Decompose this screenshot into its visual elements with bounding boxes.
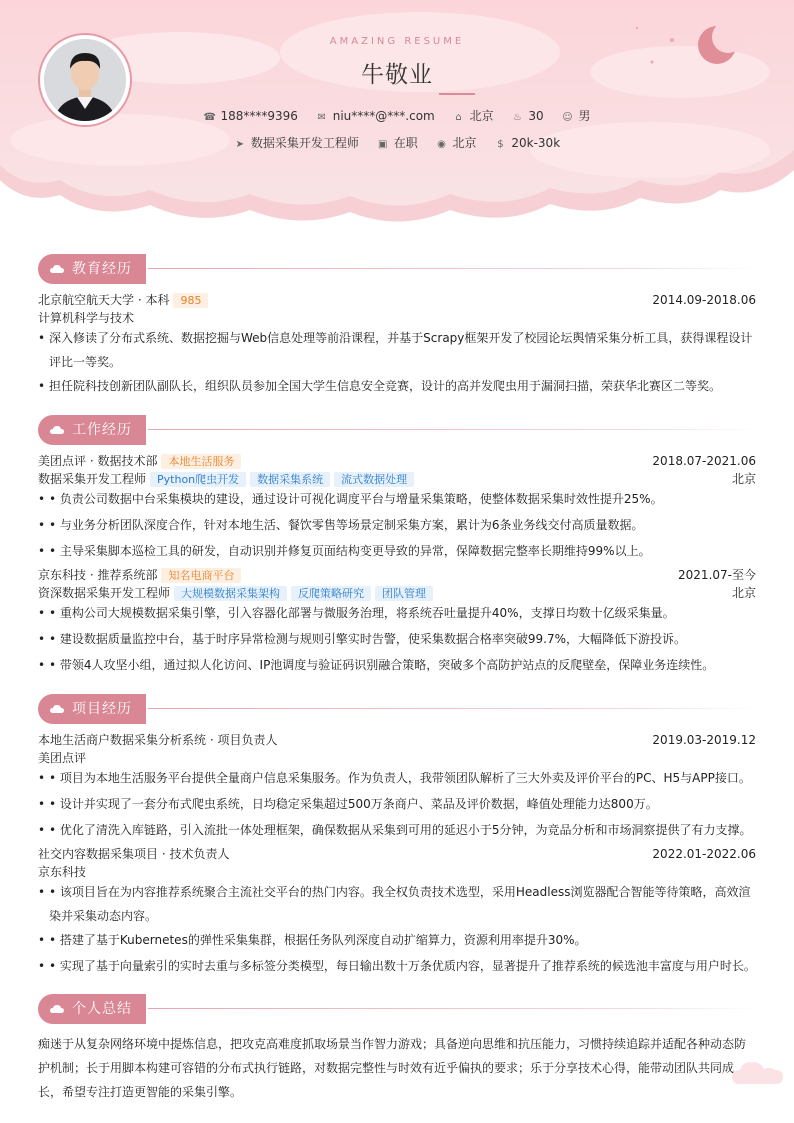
hometown-item: ⌂ 北京: [453, 107, 494, 124]
cloud-icon: [50, 704, 64, 713]
project-period: 2022.01-2022.06: [652, 847, 756, 861]
name-underline: [439, 93, 475, 95]
company-tag: 知名电商平台: [161, 568, 241, 583]
section-pill: [38, 254, 146, 284]
section-divider: [148, 429, 758, 430]
section-divider: [148, 708, 758, 709]
skill-tag: Python爬虫开发: [150, 472, 246, 487]
section-pill: [38, 415, 146, 445]
work-period: 2021.07-至今: [678, 568, 756, 582]
work-bullet: • • 与业务分析团队深度合作，针对本地生活、餐饮零售等场景定制采集方案，累计为6条业务线交付高质量数据。: [38, 513, 756, 537]
resume-tagline: AMAZING RESUME: [329, 36, 465, 47]
home-icon: ⌂: [455, 112, 462, 123]
job-intent-row: [0, 134, 794, 151]
project-bullet: • • 实现了基于向量索引的实时去重与多标签分类模型，每日输出数十万条优质内容，显著提升了推荐系统的候选池丰富度与用户时长。: [38, 954, 756, 978]
school-tag: 985: [173, 293, 208, 308]
candidate-name: 牛敬业: [361, 62, 433, 88]
skill-tag: 反爬策略研究: [291, 586, 371, 601]
project-org: 京东科技: [38, 865, 87, 879]
salary-item: $ 20k-30k: [494, 136, 560, 150]
education-bullet: • 担任院科技创新团队副队长，组织队员参加全国大学生信息安全竞赛，设计的高并发爬虫用于漏洞扫描，荣获华北赛区二等奖。: [38, 374, 756, 398]
work-city: 北京: [731, 586, 756, 600]
smile-icon: ☺: [562, 112, 573, 123]
work-bullet: • • 重构公司大规模数据采集引擎，引入容器化部署与微服务治理，将系统吞吐量提升40%，支撑日均数十亿级采集量。: [38, 601, 756, 625]
phone-icon: ☎: [203, 112, 216, 123]
project-bullet: • • 设计并实现了一套分布式爬虫系统，日均稳定采集超过500万条商户、菜品及评价数据，峰值处理能力达800万。: [38, 792, 756, 816]
section-title-text: 工作经历: [72, 422, 132, 438]
skill-tag: 流式数据处理: [334, 472, 414, 487]
send-icon: ➤: [235, 139, 245, 150]
cloud-icon: [50, 1004, 64, 1013]
education-bullet: • 深入修读了分布式系统、数据挖掘与Web信息处理等前沿课程，并基于Scrapy框架开发了校园论坛舆情采集分析工具，获得课程设计评比一等奖。: [38, 326, 756, 374]
project-bullet: • • 项目为本地生活服务平台提供全量商户信息采集服务。作为负责人，我带领团队解析了三大外卖及评价平台的PC、H5与APP接口。: [38, 766, 756, 790]
work-bullet: • • 带领4人攻坚小组，通过拟人化访问、IP池调度与验证码识别融合策略，突破多个高防护站点的反爬壁垒，保障业务连续性。: [38, 653, 756, 677]
work-role-row: [38, 584, 756, 602]
work-city: 北京: [731, 472, 756, 486]
section-pill: [38, 694, 146, 724]
project-org: 美团点评: [38, 751, 87, 765]
contact-info-row: [0, 107, 794, 124]
company-name: 美团点评 · 数据技术部: [38, 454, 158, 468]
project-bullet: • • 优化了清洗入库链路，引入流批一体处理框架，确保数据从采集到可用的延迟小于5分钟，为竞品分析和市场洞察提供了有力支撑。: [38, 818, 756, 842]
job-role: 资深数据采集开发工程师: [38, 586, 171, 600]
gender-item: ☺ 男: [562, 109, 591, 123]
target-city-item: ◉ 北京: [437, 136, 477, 150]
cloud-icon: [50, 264, 64, 273]
school-name: 北京航空航天大学 · 本科: [38, 293, 170, 307]
company-name: 京东科技 · 推荐系统部: [38, 568, 158, 582]
briefcase-icon: ▣: [377, 139, 388, 150]
skill-tag: 数据采集系统: [250, 472, 330, 487]
project-bullet: • • 该项目旨在为内容推荐系统聚合主流社交平台的热门内容。我全权负责技术选型，采用Headless浏览器配合智能等待策略，高效渲染并采集动态内容。: [38, 880, 756, 928]
section-divider: [148, 1008, 758, 1009]
section-title-text: 个人总结: [72, 1001, 132, 1017]
cloud-decoration: [730, 1058, 786, 1086]
section-title-text: 教育经历: [72, 261, 132, 277]
project-title: 社交内容数据采集项目 · 技术负责人: [38, 847, 230, 861]
section-pill: [38, 994, 146, 1024]
education-period: 2014.09-2018.06: [652, 293, 756, 307]
work-period: 2018.07-2021.06: [652, 454, 756, 468]
email-item: ✉ niu****@***.com: [317, 109, 435, 123]
education-header: [38, 291, 756, 309]
project-bullet: • • 搭建了基于Kubernetes的弹性采集集群，根据任务队列深度自动扩缩算力，资源利用率提升30%。: [38, 928, 756, 952]
project-period: 2019.03-2019.12: [652, 733, 756, 747]
major: 计算机科学与技术: [38, 311, 135, 325]
mail-icon: ✉: [317, 112, 326, 123]
job-role: 数据采集开发工程师: [38, 472, 147, 486]
section-title-text: 项目经历: [72, 701, 132, 717]
cloud-icon: [50, 425, 64, 434]
skill-tag: 团队管理: [375, 586, 433, 601]
project-header: [38, 731, 756, 749]
work-header: [38, 566, 756, 584]
status-item: ▣ 在职: [377, 136, 418, 150]
work-header: [38, 452, 756, 470]
company-tag: 本地生活服务: [161, 454, 241, 469]
resume-header: [0, 0, 794, 230]
cake-icon: ♨: [512, 112, 522, 123]
work-bullet: • • 建设数据质量监控中台，基于时序异常检测与规则引擎实时告警，使采集数据合格率突破99.7%，大幅降低下游投诉。: [38, 627, 756, 651]
target-position-item: ➤ 数据采集开发工程师: [235, 136, 359, 150]
skill-tag: 大规模数据采集架构: [174, 586, 287, 601]
summary-text: 痴迷于从复杂网络环境中提炼信息，把攻克高难度抓取场景当作智力游戏；具备逆向思维和抗压能力，习惯持续追踪并适配各种动态防护机制；长于用脚本构建可容错的分布式执行链路，对数据完整性与时效有近乎偏执的要求；乐于分享技术心得，能带动团队共同成长，希望专注打造更智能的采集引擎。: [38, 1037, 747, 1099]
work-bullet: • • 主导采集脚本巡检工具的研发，自动识别并修复页面结构变更导致的异常，保障数据完整率长期维持99%以上。: [38, 539, 756, 563]
phone-item: ☎ 188****9396: [203, 109, 298, 123]
work-bullet: • • 负责公司数据中台采集模块的建设，通过设计可视化调度平台与增量采集策略，使整体数据采集时效性提升25%。: [38, 487, 756, 511]
money-icon: $: [497, 139, 504, 150]
location-icon: ◉: [437, 139, 446, 150]
project-title: 本地生活商户数据采集分析系统 · 项目负责人: [38, 733, 278, 747]
project-header: [38, 845, 756, 863]
age-item: ♨ 30: [512, 109, 544, 123]
work-role-row: [38, 470, 756, 488]
section-divider: [148, 268, 758, 269]
